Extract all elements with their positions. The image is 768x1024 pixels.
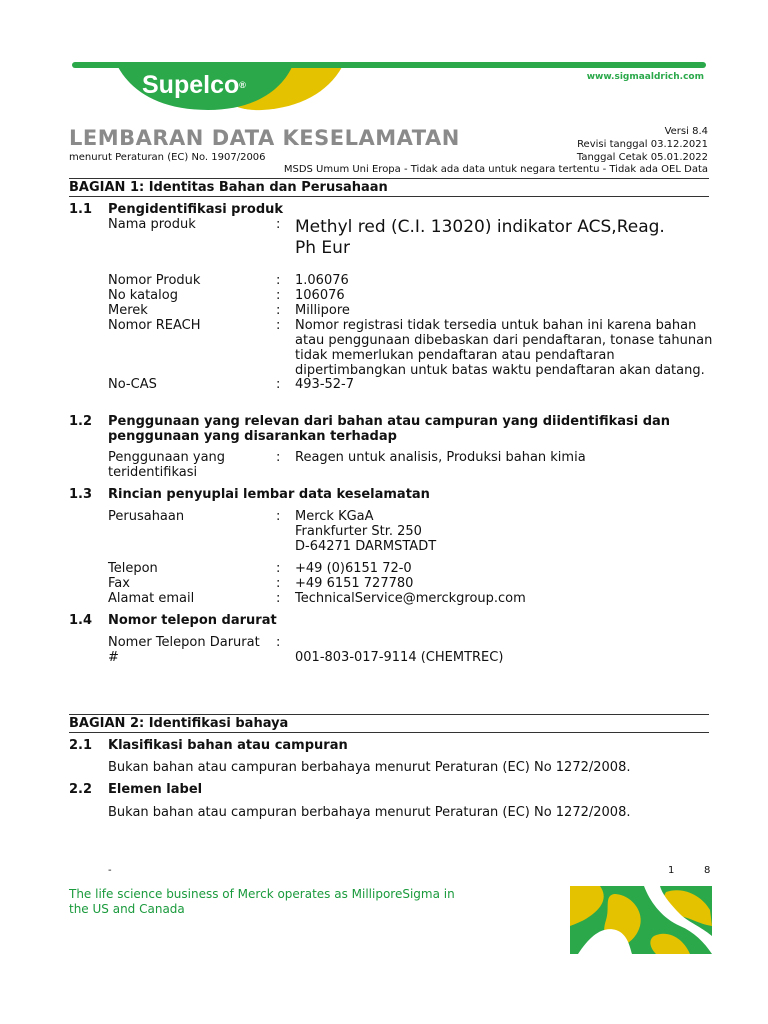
section2-heading: BAGIAN 2: Identifikasi bahaya	[69, 716, 289, 731]
company-line: Merck KGaA	[295, 509, 374, 524]
section1-top-divider	[69, 178, 709, 179]
colon: :	[276, 318, 281, 333]
colon: :	[276, 450, 281, 465]
product-number-label: Nomor Produk	[108, 273, 201, 288]
brand-name: Supelco	[142, 71, 240, 99]
s11-number: 1.1	[69, 202, 93, 217]
catalog-label: No katalog	[108, 288, 178, 303]
s22-number: 2.2	[69, 782, 93, 797]
section1-bottom-divider	[69, 196, 709, 197]
emergency-number: 001-803-017-9114 (CHEMTREC)	[295, 650, 504, 665]
colon: :	[276, 377, 281, 392]
email-address[interactable]: TechnicalService@merckgroup.com	[295, 591, 526, 606]
page-total: 8	[704, 865, 711, 876]
cas-label: No-CAS	[108, 377, 157, 392]
use-label	[108, 450, 225, 480]
website-link[interactable]: www.sigmaaldrich.com	[586, 72, 704, 82]
page-number: 1	[668, 865, 675, 876]
section1-heading: BAGIAN 1: Identitas Bahan dan Perusahaan	[69, 180, 388, 195]
print-date: Tanggal Cetak 05.01.2022	[576, 152, 708, 163]
regulation-text: menurut Peraturan (EC) No. 1907/2006	[69, 152, 266, 163]
merck-logo-icon	[570, 886, 712, 954]
company-address	[295, 509, 436, 554]
catalog-number: 106076	[295, 288, 345, 303]
reach-line: tidak memerlukan pendaftaran atau pendaftaran	[295, 348, 615, 363]
footer-note	[69, 887, 455, 917]
company-line: Frankfurter Str. 250	[295, 524, 422, 539]
emergency-label-line2: #	[108, 650, 119, 665]
company-line: D-64271 DARMSTADT	[295, 539, 437, 554]
product-name-line1: Methyl red (C.I. 13020) indikator ACS,Reag.	[295, 217, 665, 237]
brand-value: Millipore	[295, 303, 350, 318]
colon: :	[276, 635, 281, 650]
reach-line: atau penggunaan dibebaskan dari pendaftaran, tonase tahunan	[295, 333, 713, 348]
s22-text: Bukan bahan atau campuran berbahaya menurut Peraturan (EC) No 1272/2008.	[108, 805, 631, 820]
s21-text: Bukan bahan atau campuran berbahaya menurut Peraturan (EC) No 1272/2008.	[108, 760, 631, 775]
s13-title: Rincian penyuplai lembar data keselamatan	[108, 487, 430, 502]
supelco-banner-graphic	[0, 0, 768, 120]
phone-label: Telepon	[108, 561, 158, 576]
product-name	[295, 217, 665, 259]
s12-title-line1: Penggunaan yang relevan dari bahan atau campuran yang diidentifikasi dan	[108, 414, 671, 429]
s11-title: Pengidentifikasi produk	[108, 202, 284, 217]
banner-green-line	[72, 62, 706, 68]
brand-logo	[142, 70, 246, 100]
fax-number: +49 6151 727780	[295, 576, 414, 591]
s13-number: 1.3	[69, 487, 93, 502]
revision-date: Revisi tanggal 03.12.2021	[577, 139, 708, 150]
use-label-line1: Penggunaan yang	[108, 450, 226, 465]
colon: :	[276, 591, 281, 606]
colon: :	[276, 561, 281, 576]
document-title: LEMBARAN DATA KESELAMATAN	[69, 126, 460, 150]
msds-note: MSDS Umum Uni Eropa - Tidak ada data untuk negara tertentu - Tidak ada OEL Data	[283, 164, 708, 175]
emergency-label	[108, 635, 260, 665]
colon: :	[276, 509, 281, 524]
colon: :	[276, 273, 281, 288]
colon: :	[276, 288, 281, 303]
reach-line: dipertimbangkan untuk batas waktu pendaftaran akan datang.	[295, 363, 705, 378]
s12-number: 1.2	[69, 414, 93, 429]
reach-text	[295, 318, 712, 378]
product-name-label: Nama produk	[108, 217, 196, 232]
product-number: 1.06076	[295, 273, 349, 288]
company-label: Perusahaan	[108, 509, 185, 524]
product-name-line2: Ph Eur	[295, 238, 350, 258]
colon: :	[276, 303, 281, 318]
s21-number: 2.1	[69, 738, 93, 753]
reach-label: Nomor REACH	[108, 318, 201, 333]
registered-mark: ®	[239, 80, 246, 90]
s22-title: Elemen label	[108, 782, 203, 797]
use-label-line2: teridentifikasi	[108, 465, 198, 480]
emergency-label-line1: Nomer Telepon Darurat	[108, 635, 260, 650]
section2-top-divider	[69, 714, 709, 715]
brand-label: Merek	[108, 303, 148, 318]
identified-use: Reagen untuk analisis, Produksi bahan kimia	[295, 450, 586, 465]
version-text: Versi 8.4	[664, 126, 708, 137]
footer-note-line1: The life science business of Merck operates as MilliporeSigma in	[69, 887, 455, 901]
email-label: Alamat email	[108, 591, 195, 606]
s14-number: 1.4	[69, 613, 93, 628]
s21-title: Klasifikasi bahan atau campuran	[108, 738, 348, 753]
footer-dash: -	[108, 865, 112, 876]
cas-number: 493-52-7	[295, 377, 355, 392]
phone-number: +49 (0)6151 72-0	[295, 561, 412, 576]
s12-title	[108, 414, 670, 444]
colon: :	[276, 217, 281, 232]
colon: :	[276, 576, 281, 591]
section2-bottom-divider	[69, 732, 709, 733]
s12-title-line2: penggunaan yang disarankan terhadap	[108, 429, 397, 444]
fax-label: Fax	[108, 576, 130, 591]
footer-note-line2: the US and Canada	[69, 902, 185, 916]
reach-line: Nomor registrasi tidak tersedia untuk bahan ini karena bahan	[295, 318, 697, 333]
s14-title: Nomor telepon darurat	[108, 613, 277, 628]
